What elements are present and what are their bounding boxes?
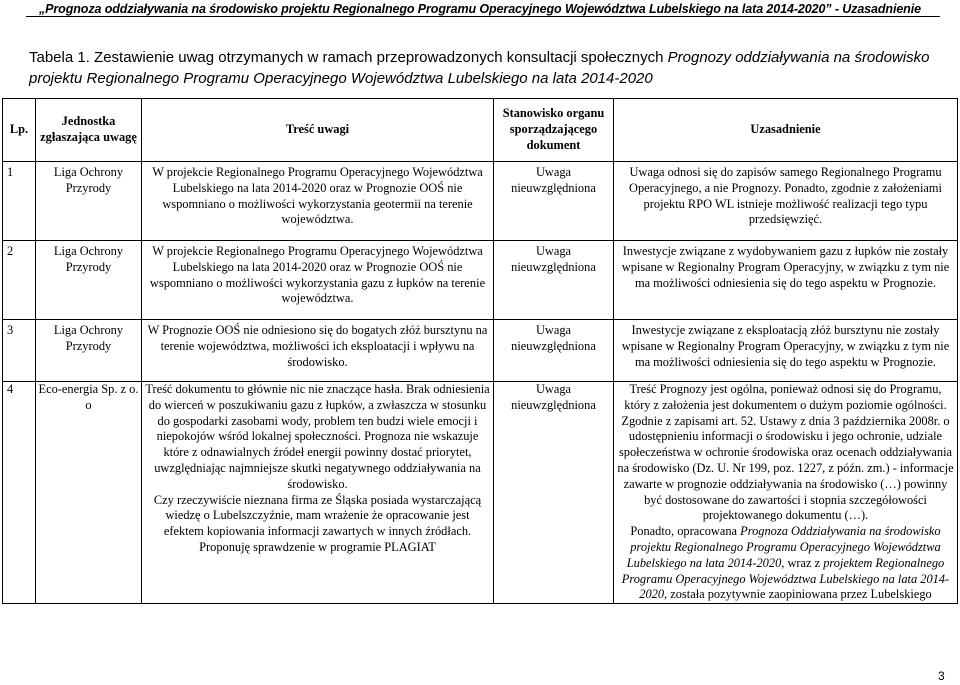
header-content: Treść uwagi xyxy=(142,99,494,162)
justification-italic-title: Prognoza Oddziaływania na środowisko projektu Regionalnego Programu Operacyjnego Województwa Lubelskiego na lata 2014-2020 xyxy=(626,524,941,570)
table-row xyxy=(3,382,958,604)
row-justification: Inwestycje związane z wydobywaniem gazu z łupków nie zostały wpisane w Regionalny Program Operacyjny, w związku z tym nie ma możliwości odniesienia się do tego aspektu w Prognozie. xyxy=(614,241,958,320)
header-lp: Lp. xyxy=(3,99,36,162)
justification-paragraph xyxy=(616,524,955,603)
row-lp: 1 xyxy=(3,162,36,241)
justification-text: Ponadto, opracowana xyxy=(630,524,741,539)
row-justification xyxy=(614,382,958,604)
page-number: 3 xyxy=(938,669,945,683)
justification-text: , została pozytywnie zaopiniowana przez Lubelskiego xyxy=(664,587,932,602)
header-divider xyxy=(26,16,940,17)
table-header-row xyxy=(3,99,958,162)
caption-italic-title: Prognozy oddziaływania na środowisko projektu Regionalnego Programu Operacyjnego Województwa Lubelskiego na lata 2014-2020 xyxy=(29,49,930,87)
row-entity: Liga Ochrony Przyrody xyxy=(36,241,142,320)
row-justification: Inwestycje związane z eksploatacją złóż bursztynu nie zostały wpisane w Regionalny Program Operacyjny, w związku z tym nie ma możliwości odniesienia się do tego aspektu w Prognozie. xyxy=(614,320,958,382)
caption-prefix: Tabela 1. Zestawienie uwag otrzymanych w ramach przeprowadzonych konsultacji społecznych xyxy=(29,49,668,66)
row-lp: 3 xyxy=(3,320,36,382)
justification-italic-title: projektem Regionalnego Programu Operacyjnego Województwa Lubelskiego na lata 2014-2020 xyxy=(621,555,950,602)
content-paragraph: Treść dokumentu to głównie nic nie znaczące hasła. Brak odniesienia do wierceń w poszukiwaniu gazu z łupków, a zwłaszcza w stosunku do gospodarki zasobami wody, problem ten budzi wiele emocji i niepokojów wśród lokalnej społeczności. Prognoza nie wskazuje które z odnawialnych źródeł energii powinny dostać priorytet, uwzględniając najmniejsze skutki negatywnego oddziaływania na środowisko. xyxy=(145,382,490,491)
header-entity: Jednostka zgłaszająca uwagę xyxy=(36,99,142,162)
header-stance: Stanowisko organu sporządzającego dokument xyxy=(494,99,614,162)
row-entity: Eco-energia Sp. z o. o xyxy=(36,382,142,604)
row-content xyxy=(142,382,494,604)
row-entity: Liga Ochrony Przyrody xyxy=(36,320,142,382)
consultation-table xyxy=(2,98,958,604)
justification-paragraph: Treść Prognozy jest ogólna, ponieważ odnosi się do Programu, który z założenia jest dokumentem o dużym poziomie ogólności. Zgodnie z zapisami art. 52. Ustawy z dnia 3 października 2008r. o udostępnieniu informacji o środowisku i jego ochronie, udziale społeczeństwa w ochronie środowiska oraz ocenach oddziaływania na środowisko (Dz. U. Nr 199, poz. 1227, z późn. zm.) - informacje zawarte w prognozie oddziaływania na środowisko (…) powinny być dostosowane do zawartości i stopnia szczegółowości projektowanego dokumentu (…). xyxy=(617,382,954,523)
row-lp: 4 xyxy=(3,382,36,604)
row-content: W projekcie Regionalnego Programu Operacyjnego Województwa Lubelskiego na lata 2014-2020 oraz w Prognozie OOŚ nie wspomniano o możliwości wykorzystania geotermii na terenie województwa. xyxy=(142,162,494,241)
row-stance: Uwaga nieuwzględniona xyxy=(494,382,614,604)
row-content: W projekcie Regionalnego Programu Operacyjnego Województwa Lubelskiego na lata 2014-2020 oraz w Prognozie OOŚ nie wspomniano o możliwości wykorzystania gazu z łupków na terenie województwa. xyxy=(142,241,494,320)
row-entity: Liga Ochrony Przyrody xyxy=(36,162,142,241)
row-content: W Prognozie OOŚ nie odniesiono się do bogatych złóż bursztynu na terenie województwa, możliwości ich eksploatacji i wpływu na środowisko. xyxy=(142,320,494,382)
content-paragraph: Czy rzeczywiście nieznana firma ze Śląska posiada wystarczającą wiedzę o Lubelszczyźnie, mam wrażenie że opracowanie jest efektem kopiowania informacji zawartych w innych źródłach. Proponuję sprawdzenie w programie PLAGIAT xyxy=(153,492,482,554)
row-stance: Uwaga nieuwzględniona xyxy=(494,241,614,320)
table-row xyxy=(3,162,958,241)
row-stance: Uwaga nieuwzględniona xyxy=(494,162,614,241)
row-stance: Uwaga nieuwzględniona xyxy=(494,320,614,382)
header-justification: Uzasadnienie xyxy=(614,99,958,162)
table-row xyxy=(3,241,958,320)
justification-text: , wraz z xyxy=(781,555,824,570)
table-caption xyxy=(29,47,944,89)
row-justification: Uwaga odnosi się do zapisów samego Regionalnego Programu Operacyjnego, a nie Prognozy. Ponadto, zgodnie z założeniami projektu RPO WL istnieje możliwość realizacji tego typu przedsięwzięć. xyxy=(614,162,958,241)
running-header: „Prognoza oddziaływania na środowisko projektu Regionalnego Programu Operacyjnego Województwa Lubelskiego na lata 2014-2020” - Uzasadnienie xyxy=(39,2,921,16)
table-row xyxy=(3,320,958,382)
row-lp: 2 xyxy=(3,241,36,320)
